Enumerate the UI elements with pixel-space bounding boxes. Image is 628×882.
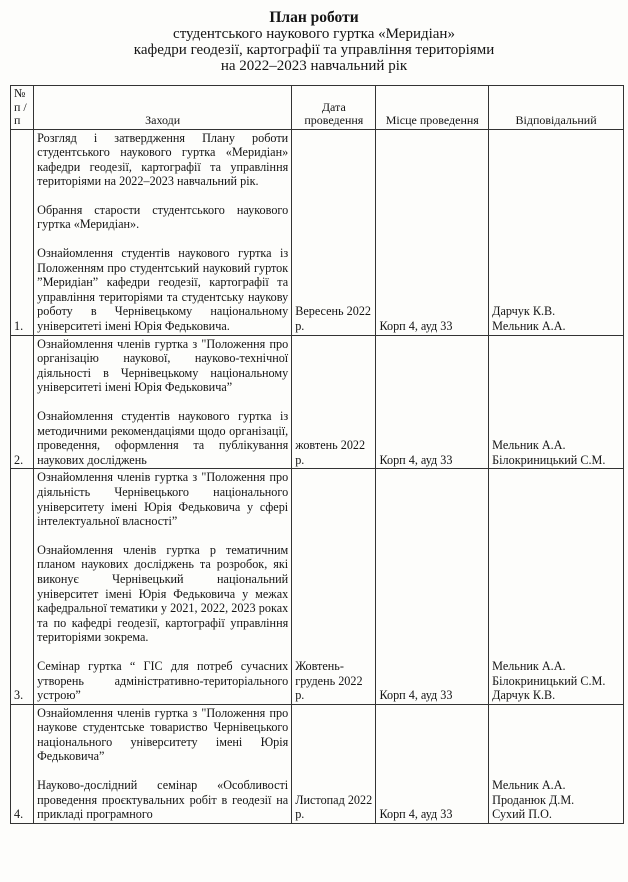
row-responsible: [489, 335, 624, 469]
row-date: Жовтень-грудень 2022 р.: [292, 469, 376, 704]
row-number: 4.: [11, 704, 34, 823]
row-activities: [34, 129, 292, 335]
row-responsible: [489, 704, 624, 823]
activity-paragraph: Ознайомлення членів гуртка р тематичним планом наукових досліджень та розробок, які виконує Чернівецький національний університет імені Юрія Федьковича у межах кафедральної тематики у 2021, 2022, 2023 роках та по кафедрі геодезії, картографії управління територіями зокрема.: [37, 542, 289, 645]
activity-paragraph: Ознайомлення членів гуртка з "Положення про організацію наукової, науково-технічної діяльності в Чернівецькому національному університеті імені Юрія Федьковича”: [37, 336, 289, 395]
document-header: [0, 10, 628, 74]
subtitle-line-1: студентського наукового гуртка «Меридіан»: [173, 26, 455, 42]
activity-paragraph: Розгляд і затвердження Плану роботи студентського наукового гуртка «Меридіан» кафедри геодезії, картографії та управління територіями на 2022–2023 навчальний рік.: [37, 130, 289, 189]
header-num: № п /п: [11, 86, 34, 130]
row-number: 2.: [11, 335, 34, 469]
header-date: Дата проведення: [292, 86, 376, 130]
row-responsible: [489, 129, 624, 335]
table-row: [11, 469, 624, 704]
row-place: Корп 4, ауд 33: [376, 704, 489, 823]
responsible-person: Білокриницький С.М.: [492, 452, 606, 467]
document-title: План роботи: [269, 9, 359, 26]
row-number: 1.: [11, 129, 34, 335]
header-responsible: Відповідальний: [489, 86, 624, 130]
row-number: 3.: [11, 469, 34, 704]
row-activities: [34, 469, 292, 704]
row-place: Корп 4, ауд 33: [376, 469, 489, 704]
responsible-person: Мельник А.А.: [492, 658, 566, 673]
responsible-person: Дарчук К.В.: [492, 304, 556, 319]
row-place: Корп 4, ауд 33: [376, 335, 489, 469]
row-place: Корп 4, ауд 33: [376, 129, 489, 335]
row-activities: [34, 704, 292, 823]
responsible-person: Дарчук К.В.: [492, 688, 556, 703]
responsible-person: Білокриницький С.М.: [492, 673, 606, 688]
row-date: жовтень 2022 р.: [292, 335, 376, 469]
responsible-person: Сухий П.О.: [492, 807, 552, 822]
table-row: [11, 335, 624, 469]
responsible-person: Мельник А.А.: [492, 438, 566, 453]
table-header-row: [11, 86, 624, 130]
subtitle-line-2: кафедри геодезії, картографії та управління територіями: [133, 42, 495, 58]
row-date: Листопад 2022 р.: [292, 704, 376, 823]
header-place: Місце проведення: [376, 86, 489, 130]
activity-paragraph: Ознайомлення членів гуртка з "Положення про діяльність Чернівецького національного університету імені Юрія Федьковича у сфері інтелектуальної власності”: [37, 470, 289, 529]
subtitle-line-3: на 2022–2023 навчальний рік: [220, 58, 408, 74]
responsible-person: Проданюк Д.М.: [492, 792, 575, 807]
header-activity: Заходи: [34, 86, 292, 130]
activity-paragraph: Обрання старости студентського наукового гуртка «Меридіан».: [37, 202, 289, 232]
activity-paragraph: Ознайомлення студентів наукового гуртка із методичними рекомендаціями щодо організації, проведення, оформлення та публікування наукових досліджень: [37, 409, 289, 467]
table-row: [11, 704, 624, 823]
row-activities: [34, 335, 292, 469]
work-plan-table: [10, 85, 624, 824]
activity-paragraph: Науково-дослідний семінар «Особливості проведення проєктувальних робіт в геодезії на прикладі програмного: [37, 778, 289, 822]
row-responsible: [489, 469, 624, 704]
activity-paragraph: Ознайомлення членів гуртка з "Положення про наукове студентське товариство Чернівецького національного університету імені Юрія Федьковича”: [37, 705, 289, 764]
responsible-person: Мельник А.А.: [492, 319, 566, 334]
table-row: [11, 129, 624, 335]
activity-paragraph: Семінар гуртка “ ГІС для потреб сучасних утворень адміністративно-територіального устрою”: [37, 658, 289, 703]
responsible-person: Мельник А.А.: [492, 778, 566, 793]
activity-paragraph: Ознайомлення студентів наукового гуртка із Положенням про студентський науковий гурток ”Меридіан” кафедри геодезії, картографії та управління територіями та студентську наукову роботу в Чернівецькому національному університеті імені Юрія Федьковича.: [37, 246, 289, 334]
row-date: Вересень 2022 р.: [292, 129, 376, 335]
